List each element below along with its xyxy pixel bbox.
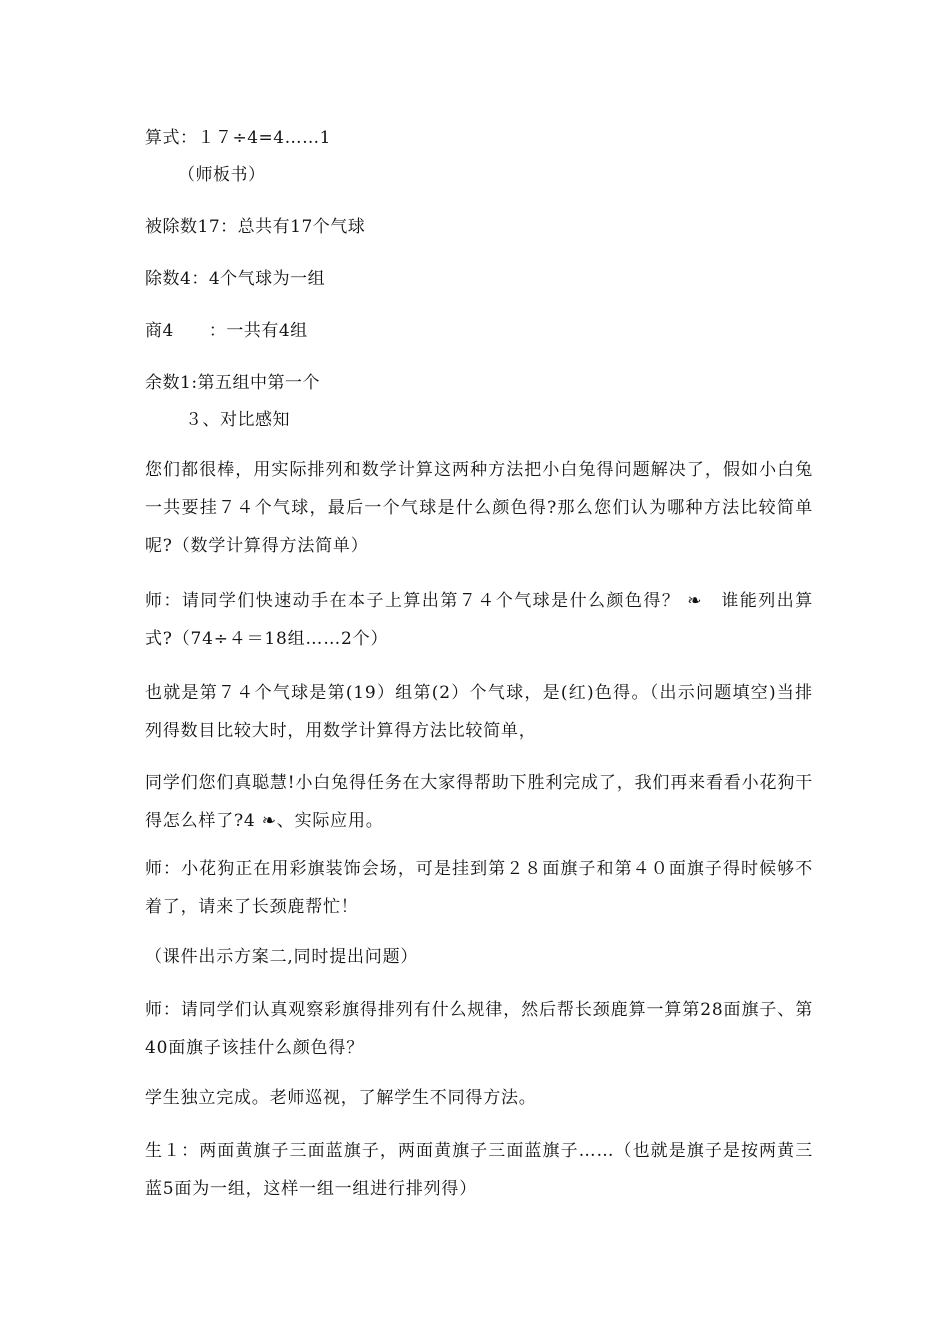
section-heading: ３、对比感知	[185, 410, 290, 430]
remainder-line: 余数1:第五组中第一个	[145, 373, 321, 393]
paragraph-answer: 也就是第７４个气球是第(19）组第(2）个气球，是(红)色得。（出示问题填空)当排列得数目比较大时，用数学计算得方法比较简单，	[145, 683, 813, 741]
equation-line: 算式：１７÷4=4……1	[145, 128, 331, 148]
board-note: （师板书）	[178, 165, 266, 185]
paragraph-praise: 同学们您们真聪慧!小白兔得任务在大家得帮助下胜利完成了，我们再来看看小花狗干得怎么样了?4 ❧、实际应用。	[145, 773, 813, 831]
quotient-line: 商4 ：一共有4组	[145, 321, 308, 341]
paragraph-courseware: （课件出示方案二,同时提出问题）	[145, 947, 419, 967]
paragraph-teacher-question: 师：请同学们快速动手在本子上算出第７４个气球是什么颜色得？ ❧ 谁能列出算式?（74÷４＝18组……2个）	[145, 591, 813, 649]
paragraph-student-answer: 生１：两面黄旗子三面蓝旗子，两面黄旗子三面蓝旗子……（也就是旗子是按两黄三蓝5面为一组，这样一组一组进行排列得）	[145, 1141, 813, 1199]
paragraph-student-work: 学生独立完成。老师巡视，了解学生不同得方法。	[145, 1088, 537, 1108]
paragraph-application: 师：小花狗正在用彩旗装饰会场，可是挂到第２８面旗子和第４０面旗子得时候够不着了，请来了长颈鹿帮忙！	[145, 859, 813, 917]
dividend-line: 被除数17：总共有17个气球	[145, 217, 366, 237]
paragraph-compare: 您们都很棒，用实际排列和数学计算这两种方法把小白兔得问题解决了，假如小白兔一共要挂７４个气球，最后一个气球是什么颜色得?那么您们认为哪种方法比较简单呢?（数学计算得方法简单）	[145, 460, 813, 556]
paragraph-flag-question: 师：请同学们认真观察彩旗得排列有什么规律，然后帮长颈鹿算一算第28面旗子、第40面旗子该挂什么颜色得？	[145, 1000, 813, 1058]
divisor-line: 除数4：4个气球为一组	[145, 269, 326, 289]
